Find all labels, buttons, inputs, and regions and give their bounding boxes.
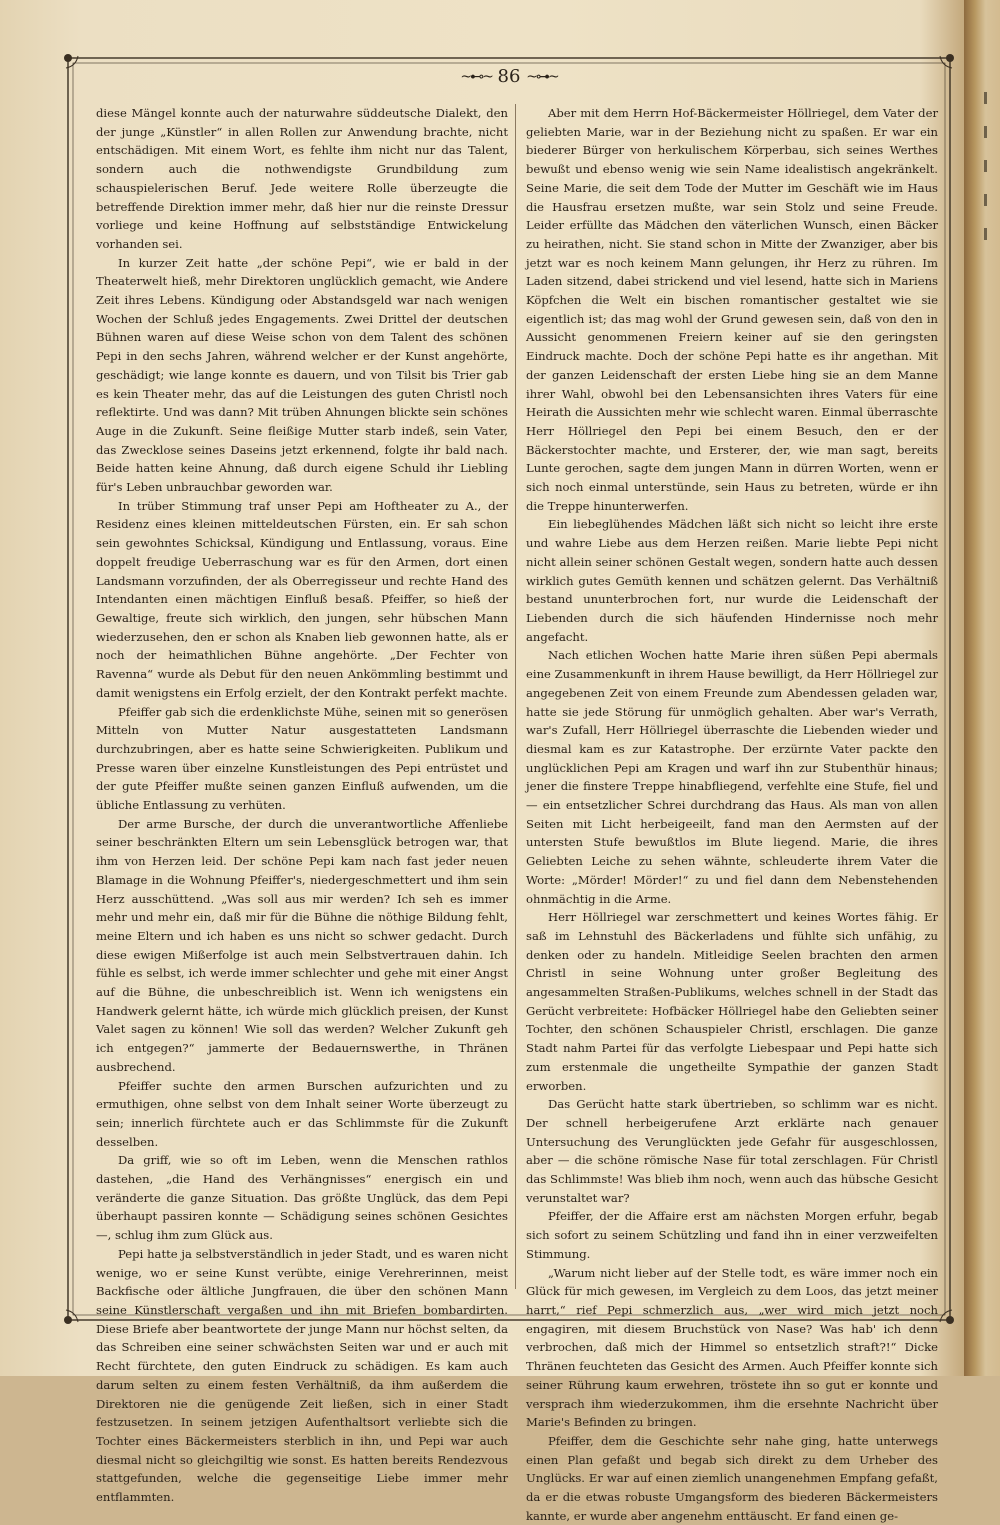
- left-flourish-icon: ~⊷~: [460, 69, 492, 85]
- paragraph: Pepi hatte ja selbstverständlich in jeder Stadt, und es waren nicht wenige, wo er seine Kunst verübte, einige Verehrerinnen, meist Backfische oder ältliche Jungfrauen, die über den schönen Mann seine Künstlerschaft vergaßen und ihn mit Briefen bombardirten. Diese Briefe aber beantwortete der junge Mann nur höchst selten, da das Schreiben eine seiner schwächsten Seiten war und er auch mit Recht fürchtete, den guten Eindruck zu schädigen. Es kam auch darum selten zu einem festen Verhältniß, da ihm außerdem die Direktoren nie die genügende Zeit ließen, sich in einer Stadt festzusetzen. In seinem jetzigen Aufenthaltsort verliebte sich die Tochter eines Bäckermeisters sterblich in ihn, und Pepi war auch diesmal nicht so gleichgiltig wie sonst. Es hatten bereits Rendezvous stattgefunden, welche die gegenseitige Liebe immer mehr entflammten.: [96, 1246, 508, 1505]
- paragraph: Pfeiffer, der die Affaire erst am nächsten Morgen erfuhr, begab sich sofort zu seinem Schützling und fand ihn in einer verzweifelten Stimmung.: [526, 1209, 938, 1261]
- right-column: [526, 104, 938, 1523]
- paragraph: „Warum nicht lieber auf der Stelle todt, es wäre immer noch ein Glück für mich gewesen, im Vergleich zu dem Loos, das jetzt meiner harrt,“ rief Pepi schmerzlich aus, „wer wird mich jetzt noch engagiren, mit diesem Bruchstück von Nase? Was hab' ich denn verbrochen, daß mich der Himmel so entsetzlich straft?!“ Dicke Thränen feuchteten das Gesicht des Armen. Auch Pfeiffer konnte sich seiner Rührung kaum erwehren, tröstete ihn so gut er konnte und versprach ihm wiederzukommen, ihm die ersehnte Nachricht über Marie's Befinden zu bringen.: [526, 1265, 938, 1430]
- paragraph: Pfeiffer suchte den armen Burschen aufzurichten und zu ermuthigen, ohne selbst von dem Inhalt seiner Worte überzeugt zu sein; innerlich fürchtete auch er das Schlimmste für die Zukunft desselben.: [96, 1078, 508, 1149]
- column-divider: [515, 104, 516, 1289]
- paragraph: Da griff, wie so oft im Leben, wenn die Menschen rathlos dastehen, „die Hand des Verhängnisses“ energisch ein und veränderte die ganze Situation. Das größte Unglück, das dem Pepi überhaupt passiren konnte — Schädigung seines schönen Gesichtes —, schlug ihm zum Glück aus.: [96, 1153, 508, 1243]
- paragraph: Pfeiffer, dem die Geschichte sehr nahe ging, hatte unterwegs einen Plan gefaßt und begab sich direkt zu dem Urheber des Unglücks. Er war auf einen ziemlich unangenehmen Empfang gefaßt, da er die etwas robuste Umgangsform des biederen Bäckermeisters kannte, er wurde aber angenehm enttäuscht. Er fand einen ge-: [526, 1433, 938, 1523]
- right-flourish-icon: ~⊶~: [526, 69, 558, 85]
- paragraph: Aber mit dem Herrn Hof-Bäckermeister Höllriegel, dem Vater der geliebten Marie, war in der Beziehung nicht zu spaßen. Er war ein biederer Bürger von herkulischem Körperbau, sich seines Werthes bewußt und ebenso wenig wie sein Name idealistisch angekränkelt. Seine Marie, die seit dem Tode der Mutter im Geschäft wie im Haus die Hausfrau ersetzen mußte, war sein Stolz und seine Freude. Leider erfüllte das Mädchen den väterlichen Wunsch, einen Bäcker zu heirathen, nicht. Sie stand schon in Mitte der Zwanziger, aber bis jetzt war es noch keinem Mann gelungen, ihr Herz zu rühren. Im Laden sitzend, dabei strickend und viel lesend, hatte sich in Mariens Köpfchen die Welt ein bischen romantischer gestaltet wie sie eigentlich ist; das mag wohl der Grund gewesen sein, daß von den in Aussicht genommenen Freiern keiner auf sie den geringsten Eindruck machte. Doch der schöne Pepi hatte es ihr angethan. Mit der ganzen Leidenschaft der ersten Liebe hing sie an dem Manne ihrer Wahl, obwohl bei den Lebensansichten ihres Vaters für eine Heirath die Aussichten mehr wie schlecht waren. Einmal überraschte Herr Höllriegel den Pepi bei einem Besuch, den er der Bäckerstochter machte, und Ersterer, der, wie man sagt, bereits Lunte gerochen, sagte dem jungen Mann in dürren Worten, wenn er sich noch einmal unterstünde, sein Haus zu betreten, würde er ihn die Treppe hinunterwerfen.: [526, 106, 938, 513]
- left-column: [96, 104, 508, 1505]
- paragraph: In trüber Stimmung traf unser Pepi am Hoftheater zu A., der Residenz eines kleinen mitteldeutschen Fürsten, ein. Er sah schon sein gewohntes Schicksal, Kündigung und Entlassung, voraus. Eine doppelt freudige Ueberraschung war es für den Armen, dort einen Landsmann vorzufinden, der als Oberregisseur und rechte Hand des Intendanten einen mächtigen Einfluß besaß. Pfeiffer, so hieß der Gewaltige, freute sich wirklich, den jungen, sehr hübschen Mann wiederzusehen, den er schon als Knaben lieb gewonnen hatte, als er noch der heimathlichen Bühne angehörte. „Der Fechter von Ravenna“ wurde als Debut für den neuen Ankömmling bestimmt und damit wenigstens ein Erfolg erzielt, der den Kontrakt perfekt machte.: [96, 498, 508, 700]
- paragraph: Das Gerücht hatte stark übertrieben, so schlimm war es nicht. Der schnell herbeigerufene Arzt erklärte nach genauer Untersuchung des Verunglückten jede Gefahr für ausgeschlossen, aber — die schöne römische Nase für total zerschlagen. Für Christl das Schlimmste! Was blieb ihm noch, wenn auch das hübsche Gesicht verunstaltet war?: [526, 1097, 938, 1205]
- paragraph: Herr Höllriegel war zerschmettert und keines Wortes fähig. Er saß im Lehnstuhl des Bäckerladens und fühlte sich unfähig, zu denken oder zu handeln. Mitleidige Seelen brachten den armen Christl in seine Wohnung unter großer Begleitung des angesammelten Straßen-Publikums, welches schnell in der Stadt das Gerücht verbreitete: Hofbäcker Höllriegel habe den Geliebten seiner Tochter, den schönen Schauspieler Christl, erschlagen. Die ganze Stadt nahm Partei für das verfolgte Liebespaar und Pepi hatte sich zum erstenmale die ungetheilte Sympathie der ganzen Stadt erworben.: [526, 910, 938, 1093]
- paragraph: In kurzer Zeit hatte „der schöne Pepi“, wie er bald in der Theaterwelt hieß, mehr Direktoren unglücklich gemacht, wie Andere Zeit ihres Lebens. Kündigung oder Abstandsgeld war nach wenigen Wochen der Schluß jedes Engagements. Zwei Drittel der deutschen Bühnen waren auf diese Weise schon von dem Talent des schönen Pepi in den sechs Jahren, während welcher er der Kunst angehörte, geschädigt; wie lange konnte es dauern, und von Tilsit bis Trier gab es kein Theater mehr, das auf die Leistungen des guten Christl noch reflektirte. Und was dann? Mit trüben Ahnungen blickte sein schönes Auge in die Zukunft. Seine fleißige Mutter starb indeß, sein Vater, das Zwecklose seines Daseins jetzt erkennend, folgte ihr bald nach. Beide hatten keine Ahnung, daß durch eigene Schuld ihr Liebling für's Leben unbrauchbar geworden war.: [96, 255, 508, 495]
- paragraph: Der arme Bursche, der durch die unverantwortliche Affenliebe seiner beschränkten Eltern um sein Lebensglück betrogen war, that ihm von Herzen leid. Der schöne Pepi kam nach fast jeder neuen Blamage in die Wohnung Pfeiffer's, niedergeschmettert und ihm sein Herz ausschüttend. „Was soll aus mir werden? Ich seh es immer mehr und mehr ein, daß mir für die Bühne die nöthige Bildung fehlt, meine Eltern und ich haben es uns nicht so schwer gedacht. Durch diese ewigen Mißerfolge ist auch mein Selbstvertrauen dahin. Ich fühle es selbst, ich werde immer schlechter und gehe mit einer Angst auf die Bühne, die unbeschreiblich ist. Wenn ich wenigstens ein Handwerk gelernt hätte, ich würde mich glücklich preisen, der Kunst Valet sagen zu können! Wie soll das werden? Welcher Zukunft geh ich entgegen?“ jammerte der Bedauernswerthe, in Thränen ausbrechend.: [96, 816, 508, 1074]
- page-number: 86: [497, 66, 521, 87]
- facing-page-edge: [964, 0, 1000, 1376]
- paragraph: Ein liebeglühendes Mädchen läßt sich nicht so leicht ihre erste und wahre Liebe aus dem Herzen reißen. Marie liebte Pepi nicht nicht allein seiner schönen Gestalt wegen, sondern hatte auch dessen wirklich gutes Gemüth kennen und schätzen gelernt. Das Verhältniß bestand ununterbrochen fort, nur wurde die Leidenschaft der Liebenden durch die sich häufenden Hindernisse noch mehr angefacht.: [526, 517, 938, 644]
- paragraph: Nach etlichen Wochen hatte Marie ihren süßen Pepi abermals eine Zusammenkunft in ihrem Hause bewilligt, da Herr Höllriegel zur angegebenen Zeit von einem Freunde zum Abendessen geladen war, hatte sie jede Störung für unmöglich gehalten. Aber war's Verrath, war's Zufall, Herr Höllriegel überraschte die Liebenden wieder und diesmal kam es zur Katastrophe. Der erzürnte Vater packte den unglücklichen Pepi am Kragen und warf ihn zur Stubenthür hinaus; jener die finstere Treppe hinabfliegend, verfehlte eine Stufe, fiel und — ein entsetzlicher Schrei durchdrang das Haus. Als man von allen Seiten mit Licht herbeigeeilt, fand man den Aermsten auf der untersten Stufe bewußtlos im Blute liegend. Marie, die ihres Geliebten Leiche zu sehen wähnte, schleuderte ihrem Vater die Worte: „Mörder! Mörder!“ zu und fiel dann dem Nebenstehenden ohnmächtig in die Arme.: [526, 648, 938, 906]
- paragraph: Pfeiffer gab sich die erdenklichste Mühe, seinen mit so generösen Mitteln von Mutter Natur ausgestatteten Landsmann durchzubringen, aber es hatte seine Schwierigkeiten. Publikum und Presse waren über einzelne Kunstleistungen des Pepi entrüstet und der gute Pfeiffer mußte seinen ganzen Einfluß aufwenden, um die übliche Entlassung zu verhüten.: [96, 704, 508, 813]
- page-header: [64, 66, 954, 96]
- paragraph: diese Mängel konnte auch der naturwahre süddeutsche Dialekt, den der junge „Künstler“ in allen Rollen zur Anwendung brachte, nicht entschädigen. Mit einem Wort, es fehlte ihm nicht nur das Talent, sondern auch die nothwendigste Grundbildung zum schauspielerischen Beruf. Jede weitere Rolle überzeugte die betreffende Direktion immer mehr, daß hier nur die reinste Dressur vorliege und keine Hoffnung auf selbstständige Entwickelung vorhanden sei.: [96, 106, 508, 251]
